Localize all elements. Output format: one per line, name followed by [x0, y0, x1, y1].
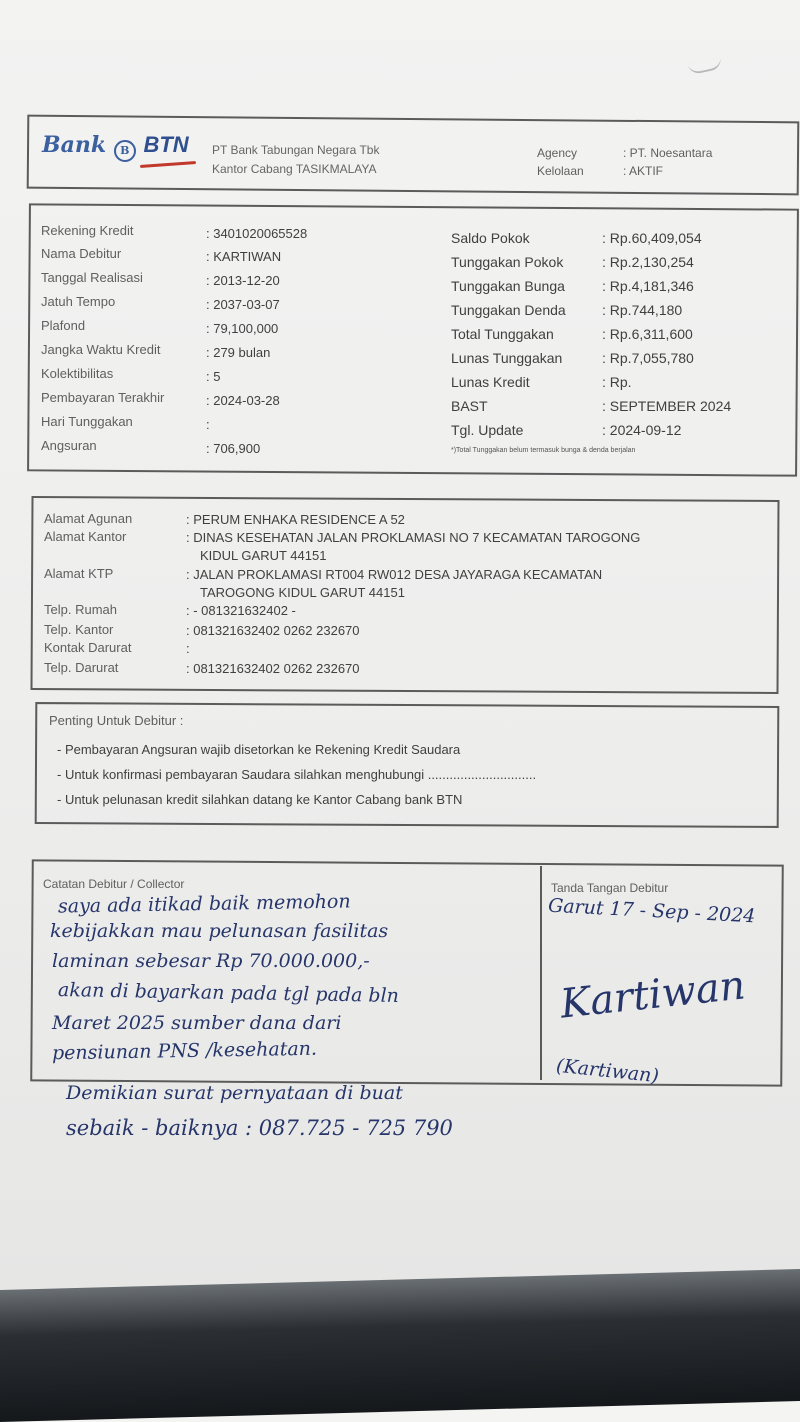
address-value: : 081321632402 0262 232670 — [186, 661, 360, 676]
background-shadow — [0, 1269, 800, 1422]
signature-name: (Kartiwan) — [555, 1054, 660, 1088]
credit-field-label: Angsuran — [41, 438, 97, 453]
credit-summary-label: Lunas Tunggakan — [451, 350, 563, 366]
credit-summary-label: Tunggakan Pokok — [451, 254, 564, 270]
credit-summary-value: : Rp.744,180 — [602, 302, 683, 318]
credit-summary-label: Tunggakan Bunga — [451, 278, 565, 294]
credit-field-value: : 706,900 — [206, 441, 261, 456]
credit-field-label: Jangka Waktu Kredit — [41, 342, 161, 357]
credit-field-value: : 2013-12-20 — [206, 273, 280, 288]
signature-date: Garut 17 - Sep - 2024 — [547, 894, 756, 928]
credit-field-value: : — [206, 417, 210, 432]
credit-summary-value: : Rp.7,055,780 — [602, 350, 694, 366]
credit-summary-value: : Rp. — [602, 374, 632, 390]
credit-field-label: Hari Tunggakan — [41, 414, 133, 429]
handwriting-line: kebijakkan mau pelunasan fasilitas — [50, 920, 389, 942]
credit-summary-value: : 2024-09-12 — [602, 422, 682, 438]
address-label: Alamat KTP — [44, 566, 114, 581]
bank-name: PT Bank Tabungan Negara Tbk — [212, 143, 380, 157]
credit-field-value: : KARTIWAN — [206, 249, 282, 264]
credit-field-value: : 2037-03-07 — [206, 297, 280, 312]
signature-title: Tanda Tangan Debitur — [551, 881, 669, 895]
credit-summary-value: : SEPTEMBER 2024 — [602, 398, 732, 414]
handwriting-line: Maret 2025 sumber dana dari — [52, 1012, 342, 1034]
handwriting-line: sebaik - baiknya : 087.725 - 725 790 — [66, 1116, 453, 1140]
credit-field-value: : 79,100,000 — [206, 321, 279, 336]
handwriting-line: akan di bayarkan pada tgl pada bln — [57, 979, 400, 1007]
credit-footnote: *)Total Tunggakan belum termasuk bunga & denda berjalan — [451, 447, 636, 454]
address-label: Telp. Kantor — [44, 622, 114, 637]
address-box — [30, 496, 779, 694]
important-item: - Pembayaran Angsuran wajib disetorkan ke Rekening Kredit Saudara — [57, 742, 461, 757]
important-item: - Untuk konfirmasi pembayaran Saudara silahkan menghubungi .............................. — [57, 767, 537, 782]
important-item: - Untuk pelunasan kredit silahkan datang ke Kantor Cabang bank BTN — [57, 792, 463, 807]
address-value: : JALAN PROKLAMASI RT004 RW012 DESA JAYARAGA KECAMATAN — [186, 567, 603, 582]
credit-summary-value: : Rp.6,311,600 — [602, 326, 693, 342]
credit-summary-value: : Rp.60,409,054 — [602, 230, 702, 246]
handwriting-line: saya ada itikad baik memohon — [57, 890, 351, 918]
branch-name: Kantor Cabang TASIKMALAYA — [212, 162, 377, 176]
important-title: Penting Untuk Debitur : — [49, 713, 184, 728]
address-value: TAROGONG KIDUL GARUT 44151 — [200, 585, 405, 600]
credit-field-label: Nama Debitur — [41, 246, 122, 261]
address-label: Telp. Darurat — [44, 660, 119, 675]
bank-logo — [42, 132, 189, 162]
address-value: : — [186, 641, 190, 656]
credit-summary-label: Lunas Kredit — [451, 374, 530, 390]
credit-field-label: Rekening Kredit — [41, 223, 134, 238]
address-label: Telp. Rumah — [44, 602, 117, 617]
agency-label: Agency — [537, 146, 578, 160]
address-value: KIDUL GARUT 44151 — [200, 548, 327, 563]
notes-divider — [540, 866, 542, 1080]
credit-summary-label: Tgl. Update — [451, 422, 524, 438]
handwriting-line: Demikian surat pernyataan di buat — [66, 1082, 403, 1104]
credit-summary-value: : Rp.2,130,254 — [602, 254, 694, 270]
credit-field-value: : 2024-03-28 — [206, 393, 280, 408]
credit-field-label: Kolektibilitas — [41, 366, 114, 381]
kelolaan-value: : AKTIF — [623, 164, 664, 178]
logo-btn-word: BTN — [143, 132, 189, 157]
address-label: Alamat Agunan — [44, 511, 133, 526]
address-label: Alamat Kantor — [44, 529, 127, 544]
address-value: : - 081321632402 - — [186, 603, 296, 618]
credit-field-value: : 3401020065528 — [206, 226, 308, 241]
logo-emblem-icon: B — [114, 140, 136, 162]
address-value: : 081321632402 0262 232670 — [186, 623, 360, 638]
credit-field-label: Pembayaran Terakhir — [41, 390, 165, 405]
handwriting-line: laminan sebesar Rp 70.000.000,- — [52, 950, 370, 972]
agency-value: : PT. Noesantara — [623, 146, 713, 160]
credit-field-value: : 5 — [206, 369, 221, 384]
logo-bank-word: Bank — [42, 132, 107, 158]
handwriting-line: pensiunan PNS /kesehatan. — [51, 1037, 318, 1065]
credit-summary-label: Total Tunggakan — [451, 326, 554, 342]
signature-mark: Kartiwan — [558, 962, 748, 1028]
credit-field-label: Tanggal Realisasi — [41, 270, 143, 285]
notes-title: Catatan Debitur / Collector — [43, 877, 185, 891]
credit-field-value: : 279 bulan — [206, 345, 271, 360]
credit-field-label: Jatuh Tempo — [41, 294, 116, 309]
credit-summary-label: Saldo Pokok — [451, 230, 530, 246]
address-value: : DINAS KESEHATAN JALAN PROKLAMASI NO 7 KECAMATAN TAROGONG — [186, 530, 641, 545]
kelolaan-label: Kelolaan — [537, 164, 584, 178]
credit-summary-label: Tunggakan Denda — [451, 302, 566, 318]
credit-summary-label: BAST — [451, 398, 488, 414]
address-label: Kontak Darurat — [44, 640, 132, 655]
credit-summary-value: : Rp.4,181,346 — [602, 278, 694, 294]
address-value: : PERUM ENHAKA RESIDENCE A 52 — [186, 512, 405, 527]
credit-field-label: Plafond — [41, 318, 86, 333]
